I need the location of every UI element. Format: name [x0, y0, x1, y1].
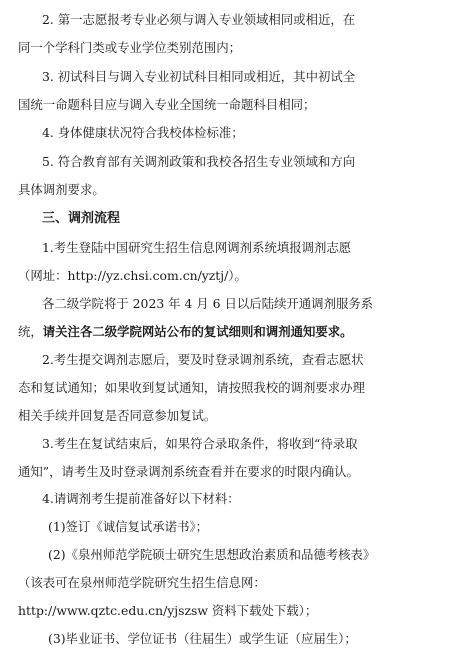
step-3-line-2: 通知”，请考生及时登录调剂系统查看并在要求的时限内确认。	[18, 464, 359, 479]
step-1-notice-line	[18, 324, 353, 340]
step-2-line-3: 相关手续并回复是否同意参加复试。	[18, 408, 217, 423]
step-1-line-1: 1.考生登陆中国研究生招生信息网调剂系统填报调剂志愿	[42, 240, 352, 255]
material-2-url-line: http://www.qztc.edu.cn/yjszsw 资料下载处下载）；	[18, 603, 318, 618]
material-2-line-2: （该表可在泉州师范学院研究生招生信息网：	[18, 575, 266, 590]
material-1-line: (1)签订《诚信复试承诺书》；	[48, 519, 209, 534]
criteria-5-line-1: 5. 符合教育部有关调剂政策和我校各招生专业领域和方向	[42, 154, 356, 169]
section-heading: 三、调剂流程	[42, 211, 121, 226]
notice-lead: 统，	[18, 324, 43, 339]
step-3-line-1: 3.考生在复试结束后，如果符合录取条件，将收到“待录取	[42, 436, 358, 451]
step-2-line-1: 2.考生提交调剂志愿后，要及时登录调剂系统，查看志愿状	[42, 352, 364, 367]
criteria-3-line-1: 3. 初试科目与调入专业初试科目相同或相近，其中初试全	[42, 69, 356, 84]
criteria-5-line-2: 具体调剂要求。	[18, 182, 105, 197]
step-1-url-line: （网址：http://yz.chsi.com.cn/yztj/）。	[18, 268, 247, 283]
material-2-line-1: (2)《泉州师范学院硕士研究生思想政治素质和品德考核表》	[48, 547, 376, 562]
criteria-2-line-1: 2. 第一志愿报考专业必须与调入专业领域相同或相近，在	[42, 12, 356, 27]
step-1-line-3: 各二级学院将于 2023 年 4 月 6 日以后陆续开通调剂服务系	[42, 296, 374, 311]
step-4-line: 4.请调剂考生提前准备好以下材料：	[42, 491, 240, 506]
criteria-3-line-2: 国统一命题科目应与调入专业全国统一命题科目相同；	[18, 97, 316, 112]
criteria-4-line: 4. 身体健康状况符合我校体检标准；	[42, 125, 244, 140]
step-2-line-2: 态和复试通知；如果收到复试通知，请按照我校的调剂要求办理	[18, 380, 365, 395]
criteria-2-line-2: 同一个学科门类或专业学位类别范围内；	[18, 40, 242, 55]
material-3-line: (3)毕业证书、学位证书（往届生）或学生证（应届生）；	[48, 631, 357, 646]
notice-bold-text: 请关注各二级学院网站公布的复试细则和调剂通知要求。	[42, 324, 353, 339]
